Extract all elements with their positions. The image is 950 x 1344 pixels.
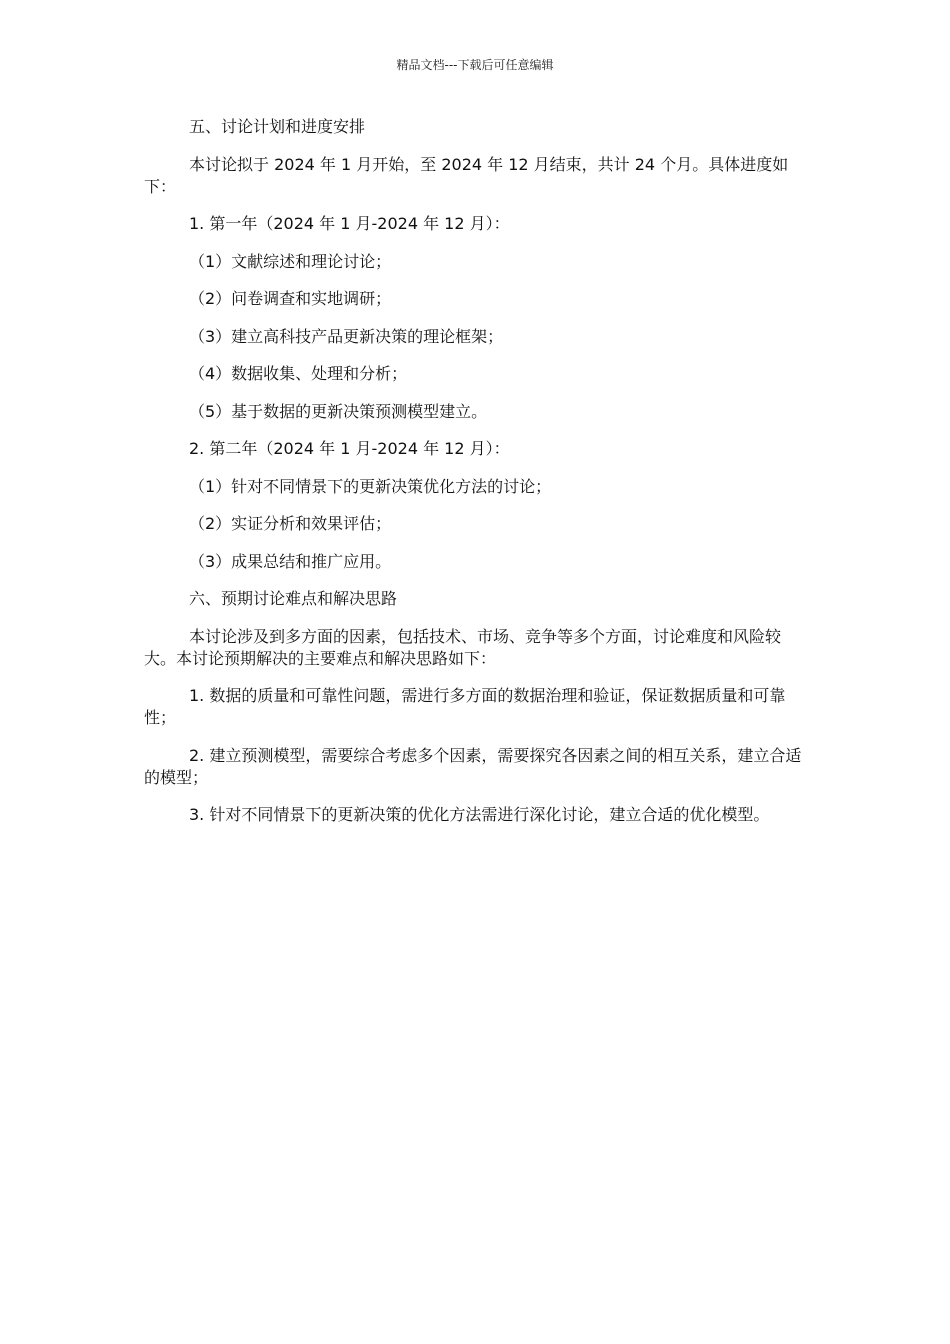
list-subitem: （2）实证分析和效果评估； — [189, 514, 392, 533]
list-subitem: （3）成果总结和推广应用。 — [189, 551, 392, 571]
section-heading-difficulties: 六、预期讨论难点和解决思路 — [189, 589, 398, 608]
paragraph-difficulties-intro: 本讨论涉及到多方面的因素，包括技术、市场、竞争等多个方面，讨论难度和风险较大。本讨论预期解决的主要难点和解决思路如下： — [144, 626, 782, 668]
list-subitem: （4）数据收集、处理和分析； — [189, 364, 408, 383]
document-body — [144, 116, 804, 842]
section-heading-schedule: 五、讨论计划和进度安排 — [189, 117, 366, 136]
list-subitem: （3）建立高科技产品更新决策的理论框架； — [189, 326, 504, 346]
list-item-difficulty: 3. 针对不同情景下的更新决策的优化方法需进行深化讨论，建立合适的优化模型。 — [189, 805, 770, 824]
list-item-year-two: 2. 第二年（2024 年 1 月-2024 年 12 月）： — [189, 439, 510, 458]
list-subitem: （2）问卷调查和实地调研； — [189, 289, 392, 308]
list-subitem: （1）针对不同情景下的更新决策优化方法的讨论； — [189, 476, 552, 496]
list-subitem: （1）文献综述和理论讨论； — [189, 251, 392, 271]
paragraph-schedule-intro: 本讨论拟于 2024 年 1 月开始，至 2024 年 12 月结束，共计 24 个月。具体进度如下： — [144, 154, 789, 196]
list-item-difficulty: 1. 数据的质量和可靠性问题，需进行多方面的数据治理和验证，保证数据质量和可靠性； — [144, 686, 786, 727]
list-item-difficulty: 2. 建立预测模型，需要综合考虑多个因素，需要探究各因素之间的相互关系，建立合适的模型； — [144, 745, 802, 787]
page-header: 精品文档---下载后可任意编辑 — [396, 58, 554, 72]
list-subitem: （5）基于数据的更新决策预测模型建立。 — [189, 401, 488, 421]
list-item-year-one: 1. 第一年（2024 年 1 月-2024 年 12 月）： — [189, 214, 510, 233]
